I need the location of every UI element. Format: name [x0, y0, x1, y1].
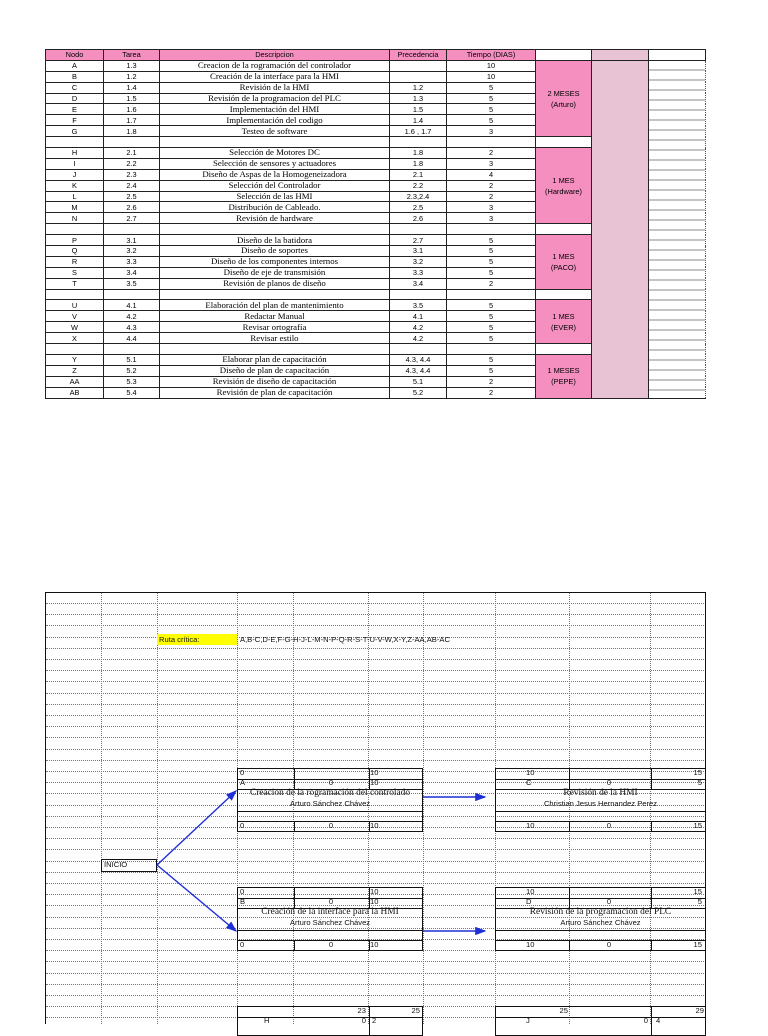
group-duration: 1 MES: [552, 311, 575, 321]
cell-tarea: 4.3: [104, 322, 160, 333]
cell-nodo: AA: [46, 376, 104, 387]
cell-nodo: C: [46, 82, 104, 93]
cell-nodo: U: [46, 300, 104, 311]
cell-tarea: 5.3: [104, 376, 160, 387]
node-c-lf: 15: [693, 821, 702, 830]
cell-precedencia: 4.3, 4.4: [390, 354, 447, 365]
node-c-slack: 0: [606, 778, 612, 787]
node-a-name: Creacion de la rogramación del controlado: [249, 788, 411, 798]
node-b-es: 0: [240, 887, 245, 896]
cell-tiempo: 5: [447, 235, 536, 246]
cell-tiempo: 10: [447, 71, 536, 82]
node-b-ls: 0: [240, 940, 245, 949]
group-duration: 1 MES: [552, 175, 575, 185]
node-a-duration: 10: [370, 778, 379, 787]
cell-precedencia: 2.7: [390, 235, 447, 246]
cell-tarea: 5.2: [104, 365, 160, 376]
cell-tiempo: 5: [447, 82, 536, 93]
header-nodo: Nodo: [46, 50, 104, 61]
cell-tarea: 1.8: [104, 126, 160, 137]
cell-descripcion: Selección de las HMI: [160, 191, 390, 202]
node-a-slack: 0: [328, 778, 334, 787]
cell-tarea: 4.4: [104, 333, 160, 344]
group-owner: (Arturo): [550, 99, 577, 109]
node-d-slack: 0: [606, 897, 612, 906]
cell-tarea: 2.6: [104, 202, 160, 213]
cell-tiempo: 3: [447, 158, 536, 169]
node-d-person: Arturo Sánchez Chávez: [560, 918, 641, 927]
cell-tiempo: 5: [447, 246, 536, 257]
node-c-es: 10: [526, 768, 535, 777]
node-j-ef: 29: [695, 1006, 704, 1015]
cell-nodo: R: [46, 256, 104, 267]
cell-nodo: D: [46, 93, 104, 104]
cell-tarea: 4.2: [104, 311, 160, 322]
cell-descripcion: Revisión de planos de diseño: [160, 278, 390, 289]
node-b-id: B: [240, 897, 246, 906]
cell-nodo: N: [46, 213, 104, 224]
cell-tiempo: 5: [447, 267, 536, 278]
node-j-es: 25: [559, 1006, 568, 1015]
cell-nodo: H: [46, 148, 104, 159]
cell-nodo: G: [46, 126, 104, 137]
cell-tarea: 1.2: [104, 71, 160, 82]
cell-tiempo: 3: [447, 202, 536, 213]
cell-tarea: 3.5: [104, 278, 160, 289]
cell-descripcion: Diseño de Aspas de la Homogeneizadora: [160, 169, 390, 180]
node-d-duration: 5: [697, 897, 702, 906]
cell-precedencia: 1.3: [390, 93, 447, 104]
cell-tiempo: 2: [447, 191, 536, 202]
node-c-id: C: [526, 778, 532, 787]
cell-nodo: K: [46, 180, 104, 191]
cell-precedencia: 4.3, 4.4: [390, 365, 447, 376]
cell-descripcion: Implementación del codigo: [160, 115, 390, 126]
cell-nodo: L: [46, 191, 104, 202]
node-a-es: 0: [240, 768, 245, 777]
node-a-late-slack: 0: [328, 821, 334, 830]
node-d-late-slack: 0: [606, 940, 612, 949]
header-tarea: Tarea: [104, 50, 160, 61]
cell-tarea: 4.1: [104, 300, 160, 311]
group-owner: (EVER): [550, 322, 577, 332]
node-d-es: 10: [526, 887, 535, 896]
node-a-lf: 10: [370, 821, 379, 830]
cell-nodo: Q: [46, 246, 104, 257]
node-d-ls: 10: [526, 940, 535, 949]
node-c-duration: 5: [697, 778, 702, 787]
cell-precedencia: 3.1: [390, 246, 447, 257]
arrow-inicio-to-b: [157, 865, 236, 931]
cell-descripcion: Diseño de eje de transmisión: [160, 267, 390, 278]
cell-descripcion: Diseño de soportes: [160, 246, 390, 257]
cell-precedencia: 4.2: [390, 322, 447, 333]
cell-tiempo: 5: [447, 104, 536, 115]
header-tiempo: Tiempo (DIAS): [447, 50, 536, 61]
cell-tarea: 3.2: [104, 246, 160, 257]
cell-precedencia: 1.8: [390, 158, 447, 169]
node-h-id: H: [264, 1016, 270, 1025]
node-h-es: 23: [357, 1006, 366, 1015]
cell-precedencia: 5.2: [390, 387, 447, 398]
cell-tiempo: 5: [447, 322, 536, 333]
cell-precedencia: 1.5: [390, 104, 447, 115]
cell-tiempo: 2: [447, 376, 536, 387]
node-b-person: Arturo Sánchez Chávez: [289, 918, 371, 927]
arrow-inicio-to-a: [157, 791, 236, 865]
cell-descripcion: Distribución de Cableado.: [160, 202, 390, 213]
group-owner: (PEPE): [551, 377, 576, 387]
cell-tarea: 2.2: [104, 158, 160, 169]
cell-tarea: 1.6: [104, 104, 160, 115]
cell-precedencia: 2.3,2.4: [390, 191, 447, 202]
cell-precedencia: 4.2: [390, 333, 447, 344]
cell-tiempo: 5: [447, 365, 536, 376]
cell-nodo: Z: [46, 365, 104, 376]
cell-tarea: 3.4: [104, 267, 160, 278]
critical-path-label: Ruta crítica:: [159, 635, 200, 644]
cell-tarea: 2.3: [104, 169, 160, 180]
cell-tarea: 5.4: [104, 387, 160, 398]
node-c-person: Christian Jesus Hernandez Perez: [543, 799, 658, 808]
node-b-late-slack: 0: [328, 940, 334, 949]
group-duration: 2 MESES: [547, 88, 580, 98]
cell-precedencia: 3.5: [390, 300, 447, 311]
cell-precedencia: 3.4: [390, 278, 447, 289]
cell-precedencia: 1.6 , 1.7: [390, 126, 447, 137]
cell-nodo: V: [46, 311, 104, 322]
cell-tiempo: 5: [447, 354, 536, 365]
cell-tiempo: 4: [447, 169, 536, 180]
cell-nodo: F: [46, 115, 104, 126]
cell-tiempo: 3: [447, 213, 536, 224]
cell-descripcion: Testeo de software: [160, 126, 390, 137]
cell-tiempo: 5: [447, 311, 536, 322]
group-owner: (Hardware): [545, 186, 582, 196]
cell-precedencia: 1.2: [390, 82, 447, 93]
cell-descripcion: Revisar ortografía: [160, 322, 390, 333]
cell-nodo: S: [46, 267, 104, 278]
cell-tarea: 3.1: [104, 235, 160, 246]
cell-tarea: 1.4: [104, 82, 160, 93]
cell-nodo: X: [46, 333, 104, 344]
critical-path-value: A,B-C,D-E,F-G-H-J-L-M-N-P-Q-R-S-T-U-V-W,X-Y,Z-AA,AB-AC: [240, 635, 450, 644]
cell-descripcion: Elaborar plan de capacitación: [160, 354, 390, 365]
cell-tiempo: 5: [447, 256, 536, 267]
cell-nodo: P: [46, 235, 104, 246]
cell-tarea: 1.7: [104, 115, 160, 126]
cell-precedencia: 1.4: [390, 115, 447, 126]
cell-nodo: J: [46, 169, 104, 180]
node-h-ef: 25: [411, 1006, 420, 1015]
cell-descripcion: Elaboración del plan de mantenimiento: [160, 300, 390, 311]
node-d-id: D: [526, 897, 532, 906]
cell-precedencia: 2.2: [390, 180, 447, 191]
group-duration: 1 MES: [552, 251, 575, 261]
cell-nodo: W: [46, 322, 104, 333]
cell-nodo: B: [46, 71, 104, 82]
cell-precedencia: 2.5: [390, 202, 447, 213]
node-c-late-slack: 0: [606, 821, 612, 830]
node-a-ef: 10: [370, 768, 379, 777]
start-node-label: INICIO: [104, 860, 128, 869]
group-owner: (PACO): [550, 262, 577, 272]
cell-nodo: Y: [46, 354, 104, 365]
cell-descripcion: Revisión de la programacion del PLC: [160, 93, 390, 104]
node-b-slack: 0: [328, 897, 334, 906]
node-b-lf: 10: [370, 940, 379, 949]
cell-tarea: 5.1: [104, 354, 160, 365]
node-h-duration: 2: [372, 1016, 377, 1025]
cell-descripcion: Revisión de la HMI: [160, 82, 390, 93]
cell-precedencia: 3.3: [390, 267, 447, 278]
cell-tarea: 1.5: [104, 93, 160, 104]
cell-tiempo: 5: [447, 115, 536, 126]
cell-tiempo: 5: [447, 333, 536, 344]
cell-descripcion: Creación de la interface para la HMI: [160, 71, 390, 82]
cell-precedencia: 4.1: [390, 311, 447, 322]
cell-nodo: M: [46, 202, 104, 213]
cell-precedencia: 1.8: [390, 148, 447, 159]
node-j-duration: 4: [656, 1016, 661, 1025]
cell-tiempo: 2: [447, 278, 536, 289]
node-h-slack: 0: [361, 1016, 366, 1025]
cell-nodo: E: [46, 104, 104, 115]
cell-precedencia: 2.1: [390, 169, 447, 180]
cell-descripcion: Revisión de hardware: [160, 213, 390, 224]
node-d-lf: 15: [693, 940, 702, 949]
node-a-person: Arturo Sánchez Chávez: [289, 799, 371, 808]
cell-tarea: 3.3: [104, 256, 160, 267]
node-d-ef: 15: [693, 887, 702, 896]
cell-tiempo: 2: [447, 148, 536, 159]
cell-descripcion: Diseño de plan de capacitación: [160, 365, 390, 376]
group-duration: 1 MESES: [547, 366, 580, 376]
node-c-ef: 15: [693, 768, 702, 777]
cell-descripcion: Revisar estilo: [160, 333, 390, 344]
node-b-duration: 10: [370, 897, 379, 906]
cell-tiempo: 10: [447, 60, 536, 71]
cell-tiempo: 2: [447, 180, 536, 191]
cell-tiempo: 5: [447, 93, 536, 104]
node-a-id: A: [240, 778, 246, 787]
cell-descripcion: Creacion de la rogramación del controlador: [160, 60, 390, 71]
cell-nodo: A: [46, 60, 104, 71]
cell-tiempo: 3: [447, 126, 536, 137]
cell-descripcion: Diseño de los componentes internos: [160, 256, 390, 267]
cell-precedencia: 5.1: [390, 376, 447, 387]
cell-nodo: AB: [46, 387, 104, 398]
cell-precedencia: 3.2: [390, 256, 447, 267]
cell-tarea: 2.4: [104, 180, 160, 191]
node-j-slack: 0: [643, 1016, 648, 1025]
node-b-name: Creación de la interface para la HMI: [261, 907, 399, 917]
cell-descripcion: Revisión de diseño de capacitación: [160, 376, 390, 387]
cell-tarea: 1.3: [104, 60, 160, 71]
header-descripcion: Descripcion: [160, 50, 390, 61]
node-c-name: Revisión de la HMI: [563, 788, 638, 798]
node-b-ef: 10: [370, 887, 379, 896]
cell-precedencia: 2.6: [390, 213, 447, 224]
cell-nodo: I: [46, 158, 104, 169]
header-precedencia: Precedencia: [390, 50, 447, 61]
cell-tiempo: 2: [447, 387, 536, 398]
node-c-ls: 10: [526, 821, 535, 830]
node-a-ls: 0: [240, 821, 245, 830]
cell-descripcion: Diseño de la batidora: [160, 235, 390, 246]
cell-tarea: 2.1: [104, 148, 160, 159]
cell-descripcion: Redactar Manual: [160, 311, 390, 322]
cell-descripcion: Selección del Controlador: [160, 180, 390, 191]
cell-tarea: 2.7: [104, 213, 160, 224]
node-j-id: J: [526, 1016, 530, 1025]
cell-tiempo: 5: [447, 300, 536, 311]
cell-descripcion: Revisión de plan de capacitación: [160, 387, 390, 398]
node-d-name: Revisión de la programacion del PLC: [529, 907, 672, 917]
cell-nodo: T: [46, 278, 104, 289]
cell-descripcion: Selección de sensores y actuadores: [160, 158, 390, 169]
cell-descripcion: Implementación del HMI: [160, 104, 390, 115]
cell-tarea: 2.5: [104, 191, 160, 202]
cell-descripcion: Selección de Motores DC: [160, 148, 390, 159]
